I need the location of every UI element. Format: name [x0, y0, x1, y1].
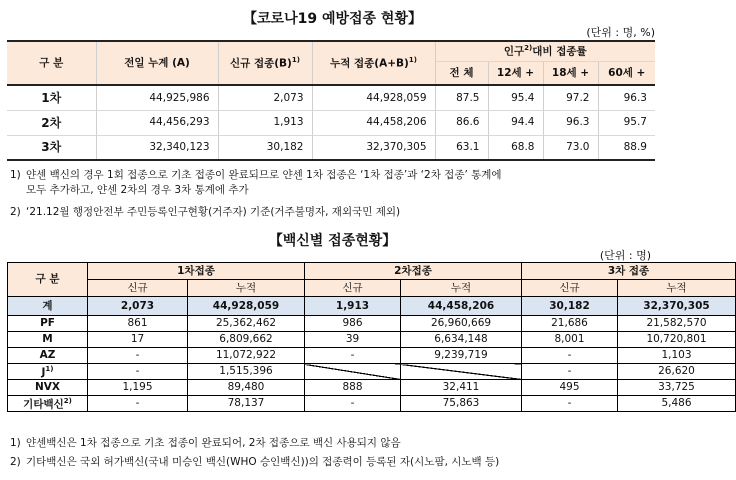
cell-d2-new: - — [305, 396, 401, 412]
cell-d3-cum: 1,103 — [618, 348, 736, 364]
cell-age60: 88.9 — [598, 135, 655, 160]
cell-d2-new: 39 — [305, 332, 401, 348]
cell-d3-cum: 5,486 — [618, 396, 736, 412]
cell-d2-new: 1,913 — [305, 297, 401, 316]
header-dose1: 1차접종 — [88, 263, 305, 280]
footnote-2: 2) ‘21.12월 행정안전부 주민등록인구현황(거주자) 기준(거주불명자, 재외국민 제외) — [10, 206, 401, 218]
cell-all: 86.6 — [435, 110, 488, 135]
header-cum: 누적 접종$(A+B)^{1)}$ — [312, 41, 435, 85]
cell-age18: 96.3 — [543, 110, 598, 135]
cell-d1-cum: 78,137 — [188, 396, 305, 412]
cell-d3-new: 30,182 — [522, 297, 618, 316]
cell-d1-cum: 89,480 — [188, 380, 305, 396]
cell-d2-cum: 9,239,719 — [401, 348, 522, 364]
header-dose2: 2차접종 — [305, 263, 522, 280]
header-age18: 18세 + — [543, 61, 598, 85]
table-row — [7, 85, 655, 110]
cell-d1-new: 17 — [88, 332, 188, 348]
cell-d1-new: 861 — [88, 316, 188, 332]
cell-d3-cum: 26,620 — [618, 364, 736, 380]
cell-age18: 73.0 — [543, 135, 598, 160]
row-label: AZ — [8, 348, 88, 364]
cell-d2-new: 986 — [305, 316, 401, 332]
cell-d1-new: - — [88, 364, 188, 380]
cell-d3-cum: 33,725 — [618, 380, 736, 396]
cell-d2-new: - — [305, 348, 401, 364]
unit-label-1: (단위 : 명, %) — [586, 26, 655, 39]
cell-age18: 97.2 — [543, 85, 598, 110]
cell-d3-new: 21,686 — [522, 316, 618, 332]
cell-new: 2,073 — [218, 85, 312, 110]
unit-label-2: (단위 : 명) — [599, 249, 651, 262]
cell-d3-new: 8,001 — [522, 332, 618, 348]
cell-d2-cum: 32,411 — [401, 380, 522, 396]
footnote-4: 2) 기타백신은 국외 허가백신(국내 미승인 백신(WHO 승인백신))의 접종력이 등록된 자(시노팜, 시노백 등) — [10, 456, 500, 468]
cell-prev: 44,925,986 — [96, 85, 218, 110]
header-gubun: 구 분 — [8, 263, 88, 297]
row-label: 3차 — [7, 135, 96, 160]
table-row — [8, 364, 736, 380]
cell-prev: 44,456,293 — [96, 110, 218, 135]
vaccine-status-table — [7, 262, 736, 412]
row-label: $J^{1)}$ — [8, 364, 88, 380]
header-pop-ratio: 인구$^{2)}$대비 접종률 — [435, 41, 655, 61]
header-age60: 60세 + — [598, 61, 655, 85]
table-row — [8, 332, 736, 348]
empty-diagonal-cell — [305, 364, 401, 380]
cell-d3-cum: 21,582,570 — [618, 316, 736, 332]
cell-cum: 44,458,206 — [312, 110, 435, 135]
cell-d1-new: 1,195 — [88, 380, 188, 396]
cell-age60: 96.3 — [598, 85, 655, 110]
cell-new: 30,182 — [218, 135, 312, 160]
row-label: NVX — [8, 380, 88, 396]
cell-d2-new: 888 — [305, 380, 401, 396]
header-new: 신규 접종$(B)^{1)}$ — [218, 41, 312, 85]
footnote-3: 1) 얀센백신은 1차 접종으로 기초 접종이 완료되어, 2차 접종으로 백신 사용되지 않음 — [10, 437, 401, 449]
table-row — [8, 316, 736, 332]
header-new: 신규 — [88, 280, 188, 297]
cell-d2-cum: 75,863 — [401, 396, 522, 412]
cell-d3-cum: 10,720,801 — [618, 332, 736, 348]
header-gubun: 구 분 — [7, 41, 96, 85]
cell-age60: 95.7 — [598, 110, 655, 135]
cell-d1-new: - — [88, 348, 188, 364]
cell-d1-new: 2,073 — [88, 297, 188, 316]
row-label: 2차 — [7, 110, 96, 135]
header-new: 신규 — [305, 280, 401, 297]
cell-d1-new: - — [88, 396, 188, 412]
table-row — [7, 110, 655, 135]
header-all: 전 체 — [435, 61, 488, 85]
row-label: M — [8, 332, 88, 348]
header-age12: 12세 + — [488, 61, 543, 85]
cell-all: 63.1 — [435, 135, 488, 160]
cell-new: 1,913 — [218, 110, 312, 135]
empty-diagonal-cell — [401, 364, 522, 380]
header-cum: 누적 — [188, 280, 305, 297]
cell-d1-cum: 1,515,396 — [188, 364, 305, 380]
cell-d3-new: - — [522, 364, 618, 380]
cell-d3-new: 495 — [522, 380, 618, 396]
header-dose3: 3차 접종 — [522, 263, 736, 280]
cell-d2-cum: 6,634,148 — [401, 332, 522, 348]
header-prev-cum: 전일 누계 (A) — [96, 41, 218, 85]
cell-cum: 32,370,305 — [312, 135, 435, 160]
vaccination-status-table — [7, 40, 655, 161]
vaccine-status-title: 【백신별 접종현황】 — [268, 233, 397, 249]
cell-d1-cum: 6,809,662 — [188, 332, 305, 348]
cell-all: 87.5 — [435, 85, 488, 110]
cell-d2-cum: 26,960,669 — [401, 316, 522, 332]
vaccination-status-title: 【코로나19 예방접종 현황】 — [243, 11, 422, 27]
footnote-1: 1) 얀센 백신의 경우 1회 접종으로 기초 접종이 완료되므로 얀센 1차 접종은 ‘1차 접종’과 ‘2차 접종’ 통계에 — [10, 169, 502, 181]
row-label: 계 — [8, 297, 88, 316]
row-label: PF — [8, 316, 88, 332]
cell-d3-new: - — [522, 348, 618, 364]
cell-age12: 94.4 — [488, 110, 543, 135]
table-row — [8, 396, 736, 412]
row-label: 기타백신$^{2)}$ — [8, 396, 88, 412]
row-label: 1차 — [7, 85, 96, 110]
cell-d3-new: - — [522, 396, 618, 412]
header-cum: 누적 — [401, 280, 522, 297]
cell-d1-cum: 25,362,462 — [188, 316, 305, 332]
footnote-1-cont: 모두 추가하고, 얀센 2차의 경우 3차 통계에 추가 — [26, 184, 249, 196]
table-row — [8, 348, 736, 364]
cell-d2-cum: 44,458,206 — [401, 297, 522, 316]
cell-d1-cum: 44,928,059 — [188, 297, 305, 316]
cell-age12: 95.4 — [488, 85, 543, 110]
cell-d1-cum: 11,072,922 — [188, 348, 305, 364]
table-row — [8, 380, 736, 396]
cell-prev: 32,340,123 — [96, 135, 218, 160]
cell-cum: 44,928,059 — [312, 85, 435, 110]
table-row-total — [8, 297, 736, 316]
header-cum: 누적 — [618, 280, 736, 297]
table-row — [7, 135, 655, 160]
cell-age12: 68.8 — [488, 135, 543, 160]
header-new: 신규 — [522, 280, 618, 297]
cell-d3-cum: 32,370,305 — [618, 297, 736, 316]
